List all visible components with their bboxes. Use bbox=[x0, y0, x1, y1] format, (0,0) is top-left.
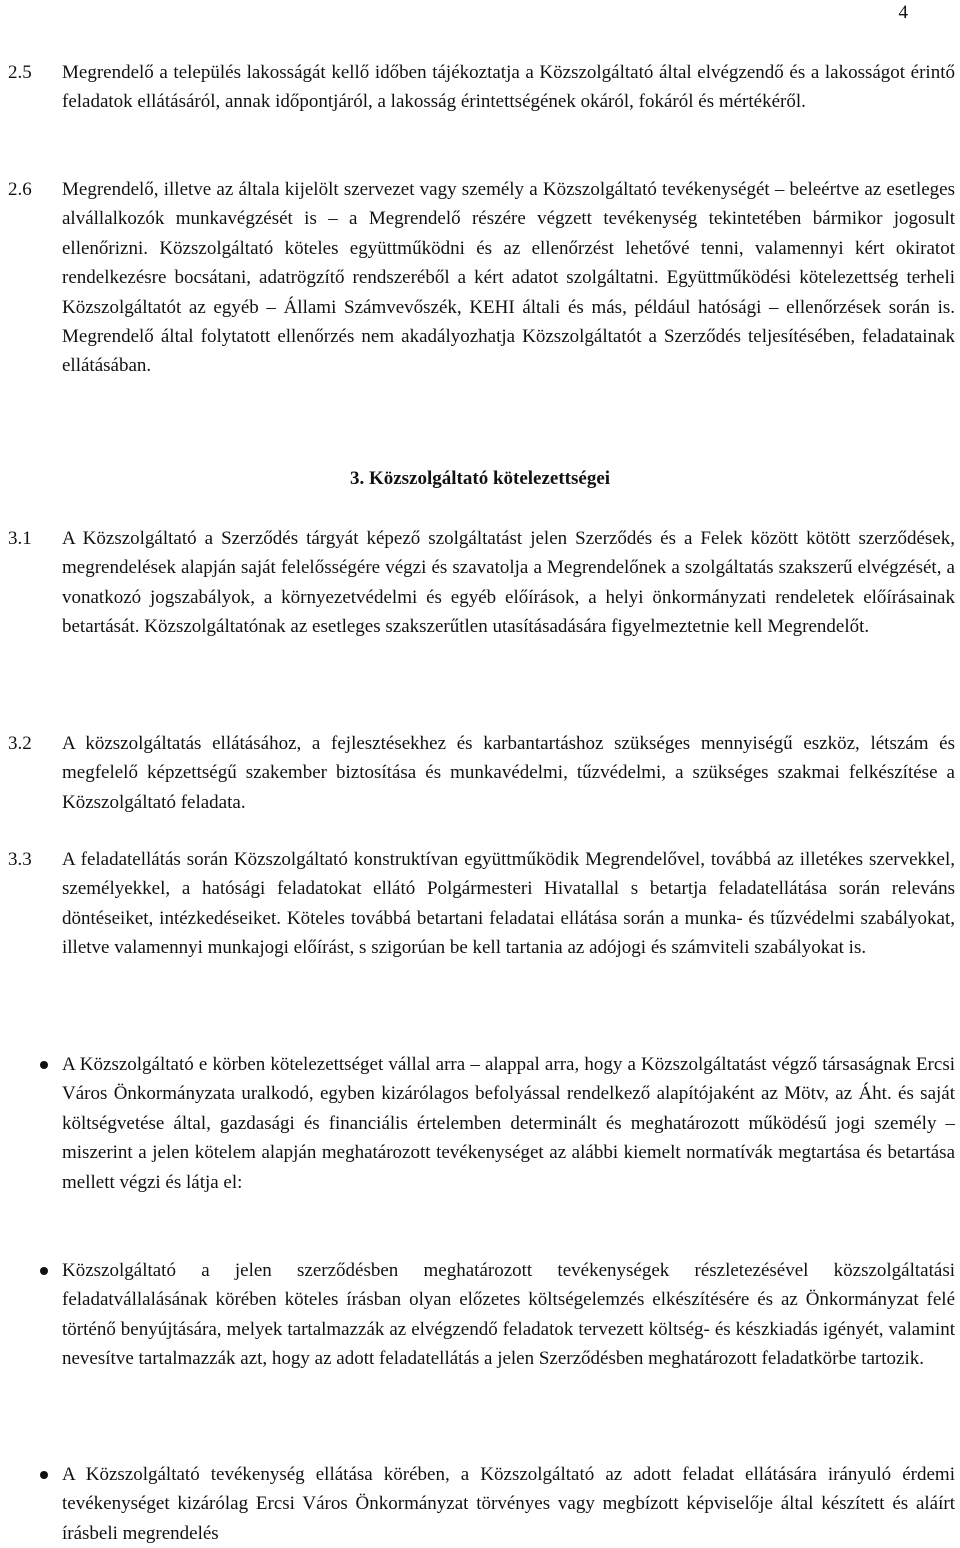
section-heading: 3. Közszolgáltató kötelezettségei bbox=[349, 468, 611, 489]
section-number: 2.6 bbox=[8, 179, 32, 200]
bullet-item bbox=[0, 1256, 955, 1374]
section-text: Megrendelő a település lakosságát kellő időben tájékoztatja a Közszolgáltató által elvégzendő és a lakosságot érintő feladatok ellátásáról, annak időpontjáról, a lakosság érintettségének okáról, fokáról és mértékéről. bbox=[62, 62, 955, 113]
bullet-text: A Közszolgáltató e körben kötelezettséget vállal arra – alappal arra, hogy a Közszolgáltatást végző társaságnak Ercsi Város Önkormányzata uralkodó, egyben kizárólagos befolyással rendelkező alapítójaként az Mötv, az Áht. és saját költségvetése által, gazdasági és financiális értelemben determinált és meghatározott működésű jogi személy – miszerint a jelen kötelem alapján meghatározott tevékenységet az alábbi kiemelt normatívák megtartása és betartása mellett végzi és látja el: bbox=[62, 1054, 955, 1193]
bullet-text: Közszolgáltató a jelen szerződésben meghatározott tevékenységek részletezésével közszolgáltatási feladatvállalásának körében köteles írásban olyan előzetes költségelemzés elkészítésére és az Önkormányzat felé történő benyújtására, melyek tartalmazzák az elvégzendő feladatok tervezett költség- és készkiadás igényét, valamint nevesítve tartalmazzák azt, hogy az adott feladatellátás a jelen Szerződésben meghatározott feladatkörbe tartozik. bbox=[62, 1260, 955, 1370]
section-number: 2.5 bbox=[8, 62, 32, 83]
bullet-icon bbox=[40, 1471, 48, 1479]
page-number: 4 bbox=[898, 2, 908, 23]
section-text: A Közszolgáltató a Szerződés tárgyát képező szolgáltatást jelen Szerződés és a Felek között kötött szerződések, megrendelések alapján saját felelősségére végzi és szavatolja a Megrendelőnek a szolgáltatás szakszerű elvégzését, a vonatkozó jogszabályok, a környezetvédelmi és egyéb előírások, a helyi önkormányzati rendeletek előírásainak betartását. Közszolgáltatónak az esetleges szakszerűtlen utasításadására figyelmeztetnie kell Megrendelőt. bbox=[62, 528, 955, 638]
bullet-item bbox=[0, 1050, 955, 1197]
section-number: 3.3 bbox=[8, 849, 32, 870]
section-3-1 bbox=[0, 524, 955, 642]
section-3-3 bbox=[0, 845, 955, 963]
section-number: 3.1 bbox=[8, 528, 32, 549]
section-2-5 bbox=[0, 58, 955, 117]
section-text: A feladatellátás során Közszolgáltató konstruktívan együttműködik Megrendelővel, továbbá az illetékes szervekkel, személyekkel, a hatósági feladatokat ellátó Polgármesteri Hivatallal s betartja feladatellátása során releváns döntéseiket, intézkedéseiket. Köteles továbbá betartani feladatai ellátása során a munka- és tűzvédelmi szabályokat, illetve valamennyi munkajogi előírást, s szigorúan be kell tartania az adójogi és számviteli szabályokat is. bbox=[62, 849, 955, 959]
section-text: Megrendelő, illetve az általa kijelölt szervezet vagy személy a Közszolgáltató tevékenységét – beleértve az esetleges alvállalkozók munkavégzését is – a Megrendelő részére végzett tevékenység tekintetében bármikor jogosult ellenőrizni. Közszolgáltató köteles együttműködni és az ellenőrzést lehetővé tenni, valamennyi kért okiratot rendelkezésre bocsátani, adatrögzítő rendszeréből a kért adatot szolgáltatni. Együttműködési kötelezettség terheli Közszolgáltatót az egyéb – Állami Számvevőszék, KEHI általi és más, például hatósági – ellenőrzések során is. Megrendelő által folytatott ellenőrzés nem akadályozhatja Közszolgáltatót a Szerződés teljesítésében, feladatainak ellátásában. bbox=[62, 179, 955, 377]
section-3-2 bbox=[0, 729, 955, 817]
bullet-icon bbox=[40, 1061, 48, 1069]
section-number: 3.2 bbox=[8, 733, 32, 754]
section-text: A közszolgáltatás ellátásához, a fejlesztésekhez és karbantartáshoz szükséges mennyiségű eszköz, létszám és megfelelő képzettségű szakember biztosítása és munkavédelmi, tűzvédelmi, a szükséges szakmai felkészítése a Közszolgáltató feladata. bbox=[62, 733, 955, 813]
bullet-item bbox=[0, 1460, 955, 1548]
bullet-icon bbox=[40, 1267, 48, 1275]
bullet-text: A Közszolgáltató tevékenység ellátása körében, a Közszolgáltató az adott feladat ellátására irányuló érdemi tevékenységet kizárólag Ercsi Város Önkormányzat törvényes vagy megbízott képviselője által készített és aláírt írásbeli megrendelés bbox=[62, 1464, 955, 1544]
section-2-6 bbox=[0, 175, 955, 381]
